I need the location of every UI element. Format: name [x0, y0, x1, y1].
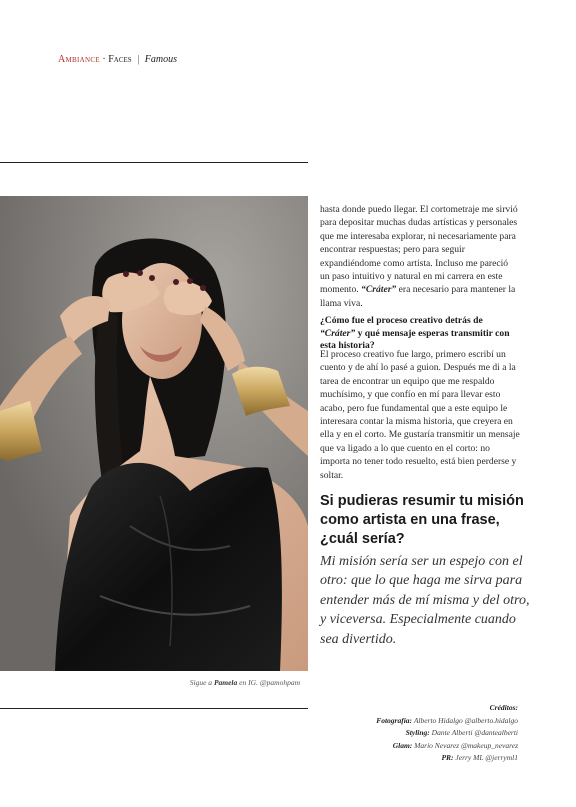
paragraph-1: [320, 203, 520, 310]
paragraph-1-text-b: era necesario para mantener la llama viva.: [320, 284, 516, 309]
credit-row: [258, 715, 518, 728]
header-dot: ·: [102, 54, 106, 65]
credit-role: PR:: [441, 753, 454, 763]
top-divider: [0, 162, 308, 163]
credit-value: Alberto Hidalgo @alberto.hidalgo: [413, 715, 518, 725]
caption-prefix: Sigue a: [189, 678, 213, 687]
paragraph-1-text-a: hasta donde puedo llegar. El cortometraje me sirvió para depositar muchas dudas artísticas y personales que me interesaba explorar, ni necesariamente para encontrar respuestas; pero para seguir expandiéndome como artista. Incluso me pareció un paso intuitivo y natural en mi carrera en este momento.: [320, 204, 518, 296]
paragraph-2: El proceso creativo fue largo, primero escribí un cuento y de ahí lo pasé a guion. Después me di a la tarea de encontrar un equipo que me respaldo muchísimo, y que confío en mí para llevar esto acabo, pero fue fundamental que a este equipo le interesara contar la misma historia, que creyera en ella y en el corto. Me gustaría transmitir un mensaje que va ligado a lo que cuento en el corto: no importa no tener todo resuelto, está bien perderse y soltar.: [320, 349, 520, 481]
portrait-photo: [0, 196, 308, 671]
credit-value: Dante Alberti @dantealberti: [431, 728, 518, 738]
caption-name: Pamela: [213, 678, 238, 687]
credit-row: [258, 740, 518, 753]
mission-quote: Mi misión sería ser un espejo con el otro: que lo que haga me sirva para entender más de mí misma y del otro, y viceversa. Especialmente cuando sea divertido.: [320, 554, 530, 647]
credit-row: [258, 727, 518, 740]
subsection-label[interactable]: Famous: [144, 54, 177, 65]
credit-row: [258, 752, 518, 765]
caption-handle: en IG. @pamohpam: [237, 678, 300, 687]
credit-role: Fotografía:: [376, 715, 413, 725]
credits-title: Créditos:: [489, 703, 518, 712]
faces-label[interactable]: Faces: [108, 54, 132, 65]
section-header: [58, 54, 177, 65]
question-2-text-a: ¿Cómo fue el proceso creativo detrás de: [320, 315, 483, 326]
credit-value: Jerry ML @jerryml1: [455, 753, 518, 763]
credit-value: Mario Nevarez @makeup_nevarez: [414, 740, 518, 750]
question-3-heading: Si pudieras resumir tu misión como artista en una frase, ¿cuál sería?: [320, 493, 524, 547]
film-title: “Cráter”: [361, 284, 397, 296]
section-label[interactable]: Ambiance: [58, 54, 100, 65]
header-separator: |: [137, 54, 140, 65]
question-2-text-b: y qué mensaje esperas transmitir con esta historia?: [320, 327, 510, 352]
question-2-film-title: “Cráter”: [320, 327, 356, 339]
credits-block: [258, 702, 518, 765]
portrait-illustration: [0, 196, 308, 671]
photo-caption: [0, 678, 308, 687]
credit-role: Glam:: [392, 740, 413, 750]
credit-role: Styling:: [405, 728, 430, 738]
